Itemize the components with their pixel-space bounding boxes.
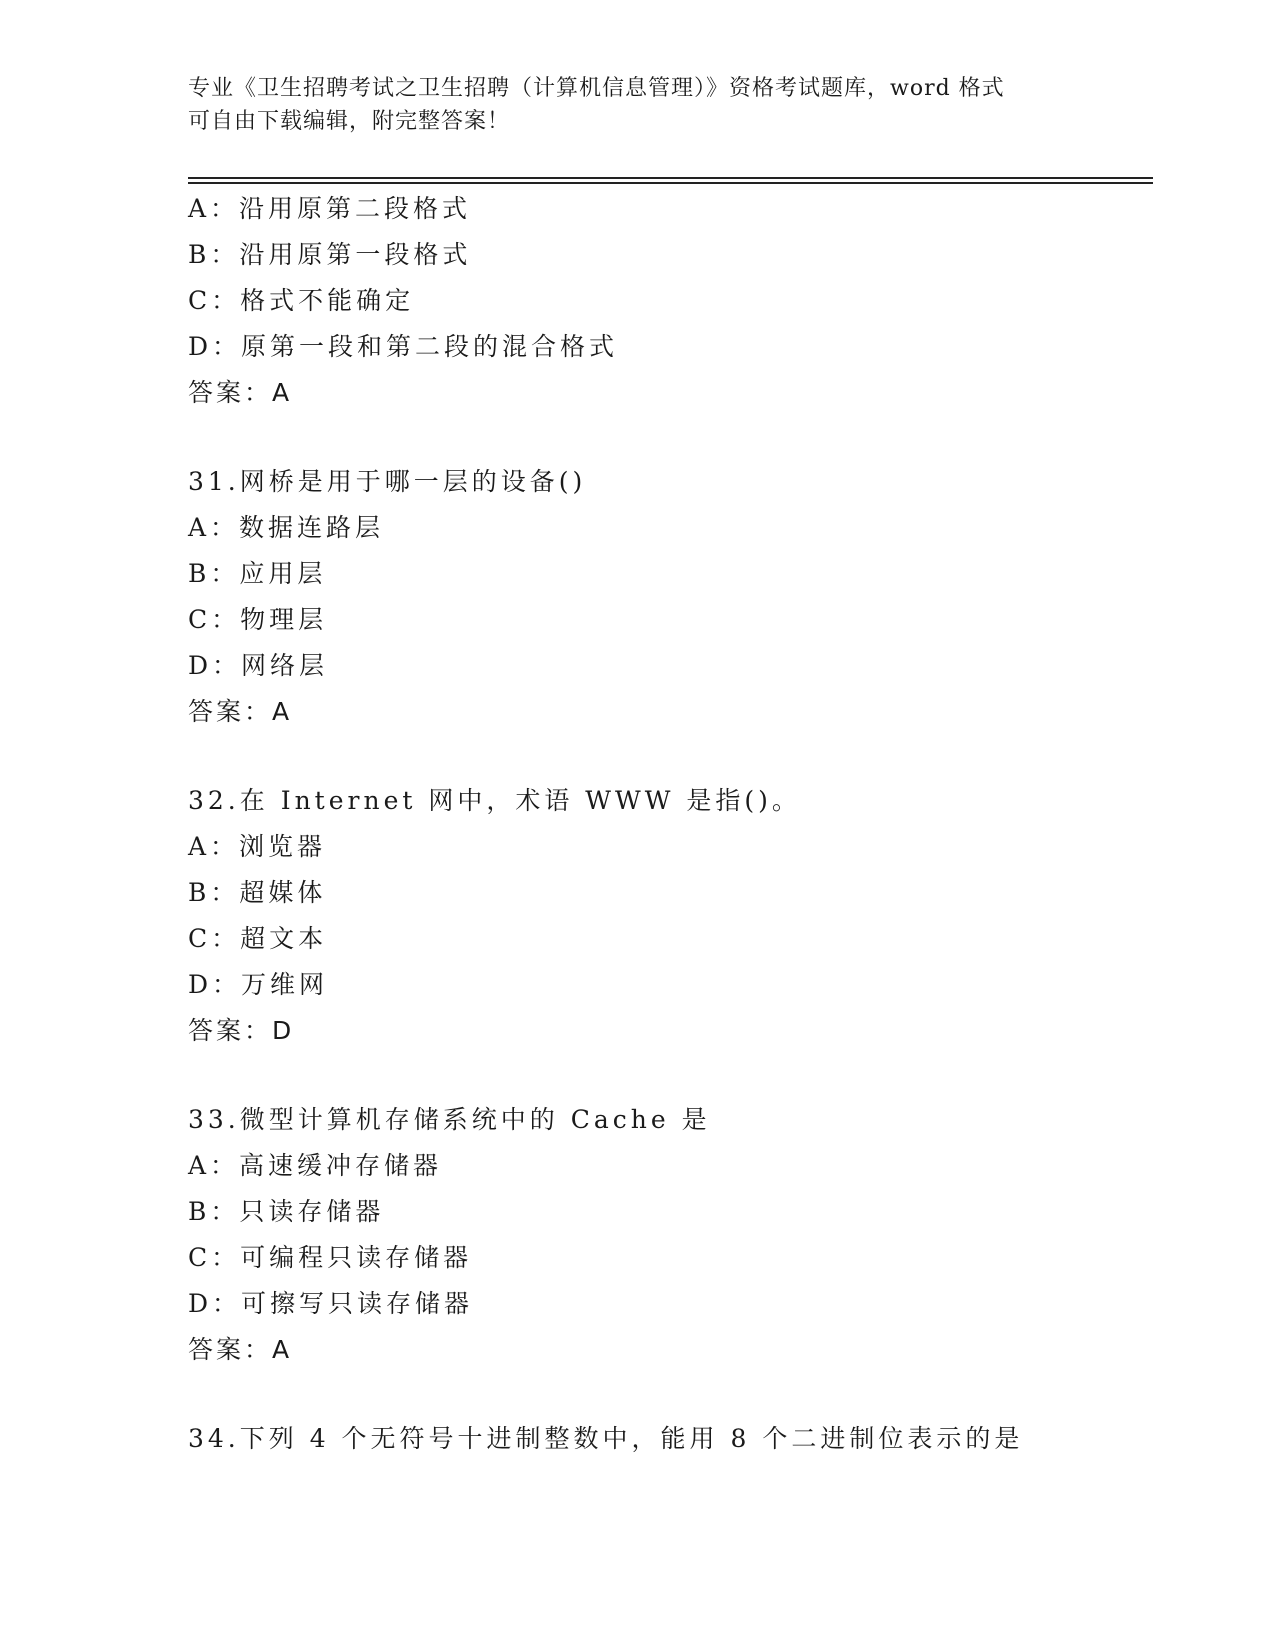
option-b: B：应用层 [188,559,327,588]
question-block-33 [188,1097,1188,1373]
question-list [188,186,1188,1462]
option-b: B：只读存储器 [188,1197,385,1226]
option-d: D：可擦写只读存储器 [188,1289,474,1318]
question-block-32 [188,778,1188,1054]
answer-line: 答案：D [188,1016,295,1045]
option-b: B：超媒体 [188,878,327,907]
document-header [188,72,1088,138]
option-a: A：高速缓冲存储器 [188,1151,443,1180]
option-a: A：浏览器 [188,832,327,861]
question-stem: 31.网桥是用于哪一层的设备() [188,467,587,496]
answer-line: 答案：A [188,1335,293,1364]
question-block-31 [188,459,1188,735]
question-stem: 32.在 Internet 网中，术语 WWW 是指()。 [188,786,801,815]
option-c: C：物理层 [188,605,328,634]
option-a: A：数据连路层 [188,513,385,542]
option-d: D：原第一段和第二段的混合格式 [188,332,619,361]
answer-line: 答案：A [188,378,293,407]
option-c: C：格式不能确定 [188,286,415,315]
header-divider-top [188,177,1153,179]
option-c: C：可编程只读存储器 [188,1243,473,1272]
option-c: C：超文本 [188,924,328,953]
option-a: A：沿用原第二段格式 [188,194,472,223]
question-block-34 [188,1416,1188,1462]
option-d: D：万维网 [188,970,329,999]
question-block-30 [188,186,1188,416]
header-title-line-2: 可自由下载编辑，附完整答案！ [188,109,511,134]
header-title-line-1: 专业《卫生招聘考试之卫生招聘（计算机信息管理）》资格考试题库，word 格式 [188,76,1005,101]
header-divider-bottom [188,182,1153,184]
option-b: B：沿用原第一段格式 [188,240,472,269]
question-stem: 34.下列 4 个无符号十进制整数中，能用 8 个二进制位表示的是 [188,1424,1024,1453]
option-d: D：网络层 [188,651,329,680]
answer-line: 答案：A [188,697,293,726]
question-stem: 33.微型计算机存储系统中的 Cache 是 [188,1105,711,1134]
